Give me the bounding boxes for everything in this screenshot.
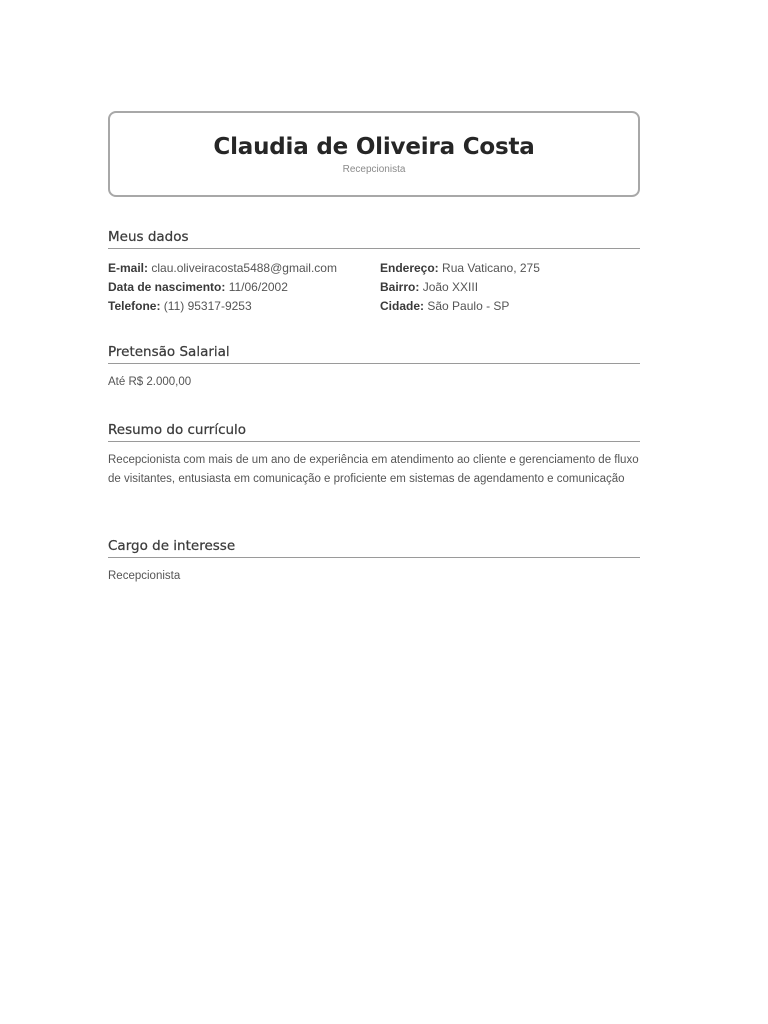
neighborhood-label: Bairro:	[380, 280, 420, 294]
desired-position: Recepcionista	[108, 570, 181, 582]
birthdate-value: 11/06/2002	[228, 280, 288, 294]
resume-page	[108, 111, 640, 582]
birthdate-row	[108, 278, 380, 297]
phone-label: Telefone:	[108, 299, 161, 313]
personal-data-grid	[108, 259, 640, 316]
email-value: clau.oliveiracosta5488@gmail.com	[151, 261, 337, 275]
section-title-meus-dados: Meus dados	[108, 229, 640, 249]
section-cargo	[108, 538, 640, 586]
personal-data-right-column	[380, 259, 640, 316]
section-title-pretensao: Pretensão Salarial	[108, 344, 640, 364]
section-title-resumo: Resumo do currículo	[108, 422, 640, 442]
personal-data-left-column	[108, 259, 380, 316]
address-value: Rua Vaticano, 275	[442, 261, 540, 275]
section-meus-dados	[108, 229, 640, 316]
birthdate-label: Data de nascimento:	[108, 280, 226, 294]
neighborhood-row	[380, 278, 640, 297]
phone-row	[108, 297, 380, 316]
city-label: Cidade:	[380, 299, 425, 313]
salary-expectation: Até R$ 2.000,00	[108, 376, 192, 388]
candidate-role: Recepcionista	[342, 164, 406, 175]
resume-summary: Recepcionista com mais de um ano de experiência em atendimento ao cliente e gerenciamento de fluxo de visitantes, entusiasta em comunicação e proficiente em sistemas de agendamento e comunicação	[108, 454, 639, 485]
phone-value: (11) 95317-9253	[163, 299, 252, 313]
address-label: Endereço:	[380, 261, 439, 275]
email-label: E-mail:	[108, 261, 149, 275]
resume-header	[108, 111, 640, 197]
email-row	[108, 259, 380, 278]
address-row	[380, 259, 640, 278]
city-row	[380, 297, 640, 316]
candidate-name: Claudia de Oliveira Costa	[213, 134, 535, 160]
neighborhood-value: João XXIII	[422, 280, 479, 294]
section-title-cargo: Cargo de interesse	[108, 538, 640, 558]
section-pretensao-salarial	[108, 344, 640, 392]
city-value: São Paulo - SP	[427, 299, 510, 313]
section-resumo	[108, 422, 640, 489]
